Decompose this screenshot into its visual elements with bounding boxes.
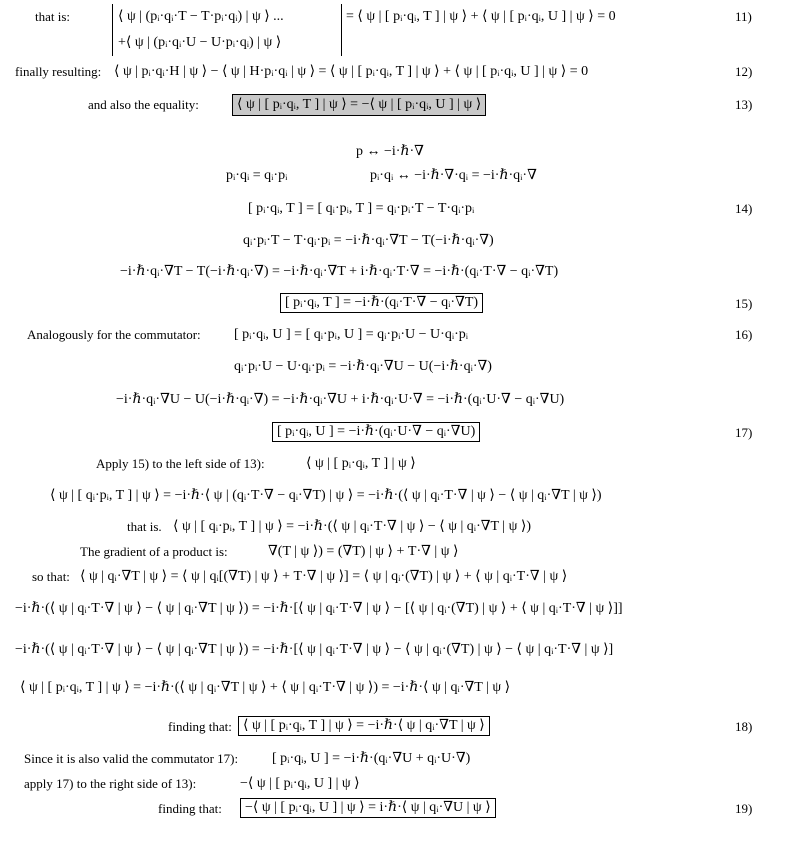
line-apply-17-label: apply 17) to the right side of 13):	[24, 776, 197, 791]
line-substitute-c: ⟨ ψ | [ pᵢ·qᵢ, T ] | ψ ⟩ = −i·ℏ·(⟨ ψ | qᵢ·∇T | ψ ⟩ + ⟨ ψ | qᵢ·T·∇ | ψ ⟩) = −i·ℏ·⟨ ψ | qᵢ·∇T | ψ ⟩	[20, 680, 511, 695]
line-substitute-a: −i·ℏ·(⟨ ψ | qᵢ·T·∇ | ψ ⟩ − ⟨ ψ | qᵢ·∇T | ψ ⟩) = −i·ℏ·[⟨ ψ | qᵢ·T·∇ | ψ ⟩ − [⟨ ψ | qᵢ·(∇T) | ψ ⟩ + ⟨ ψ | qᵢ·T·∇ | ψ ⟩]]	[15, 601, 623, 616]
line-16-eq: [ pᵢ·qᵢ, U ] = [ qᵢ·pᵢ, U ] = qᵢ·pᵢ·U − U·qᵢ·pᵢ	[234, 327, 469, 342]
line-14-expand: qᵢ·pᵢ·T − T·qᵢ·pᵢ = −i·ℏ·qᵢ·∇T − T(−i·ℏ·qᵢ·∇)	[243, 233, 494, 248]
line-15-eq-boxed: [ pᵢ·qᵢ, T ] = −i·ℏ·(qᵢ·T·∇ − qᵢ·∇T)	[280, 293, 483, 313]
line-gradient-label: The gradient of a product is:	[80, 544, 228, 559]
line-13-label: and also the equality:	[88, 97, 199, 112]
line-that-is-label: that is.	[127, 519, 162, 534]
equation-number-18: 18)	[735, 719, 753, 734]
line-apply-15-eq: ⟨ ψ | [ pᵢ·qᵢ, T ] | ψ ⟩	[306, 456, 416, 471]
line-14-eq: [ pᵢ·qᵢ, T ] = [ qᵢ·pᵢ, T ] = qᵢ·pᵢ·T − T·qᵢ·pᵢ	[248, 201, 475, 216]
line-19-label: finding that:	[158, 801, 222, 816]
line-momentum-operator: p ↔ −i·ℏ·∇	[356, 144, 424, 159]
equation-number-12: 12)	[735, 64, 753, 79]
equation-number-15: 15)	[735, 296, 753, 311]
line-18-label: finding that:	[168, 719, 232, 734]
line-substitute-b: −i·ℏ·(⟨ ψ | qᵢ·T·∇ | ψ ⟩ − ⟨ ψ | qᵢ·∇T | ψ ⟩) = −i·ℏ·[⟨ ψ | qᵢ·T·∇ | ψ ⟩ − ⟨ ψ | qᵢ·(∇T) | ψ ⟩ − ⟨ ψ | qᵢ·T·∇ | ψ ⟩]	[15, 642, 614, 657]
line-11-label: that is:	[35, 9, 71, 24]
line-commute-a: pᵢ·qᵢ = qᵢ·pᵢ	[226, 168, 288, 183]
line-11-eq-b: +⟨ ψ | (pᵢ·qᵢ·U − U·pᵢ·qᵢ) | ψ ⟩	[118, 35, 282, 50]
line-18-eq-boxed: ⟨ ψ | [ pᵢ·qᵢ, T ] | ψ ⟩ = −i·ℏ·⟨ ψ | qᵢ·∇T | ψ ⟩	[238, 716, 490, 736]
line-17-eq-boxed: [ pᵢ·qᵢ, U ] = −i·ℏ·(qᵢ·U·∇ − qᵢ·∇U)	[272, 422, 480, 442]
line-16-expand: qᵢ·pᵢ·U − U·qᵢ·pᵢ = −i·ℏ·qᵢ·∇U − U(−i·ℏ·qᵢ·∇)	[234, 359, 492, 374]
line-13-eq-highlight: ⟨ ψ | [ pᵢ·qᵢ, T ] | ψ ⟩ = −⟨ ψ | [ pᵢ·qᵢ, U ] | ψ ⟩	[232, 94, 486, 116]
equation-number-11: 11)	[735, 9, 752, 24]
line-11-eq-a: ⟨ ψ | (pᵢ·qᵢ·T − T·pᵢ·qᵢ) | ψ ⟩ ...	[118, 9, 284, 24]
line-12-label: finally resulting:	[15, 64, 102, 79]
line-gradient-eq: ∇(T | ψ ⟩) = (∇T) | ψ ⟩ + T·∇ | ψ ⟩	[268, 544, 459, 559]
line-so-that-eq: ⟨ ψ | qᵢ·∇T | ψ ⟩ = ⟨ ψ | qᵢ[(∇T) | ψ ⟩ + T·∇ | ψ ⟩] = ⟨ ψ | qᵢ·(∇T) | ψ ⟩ + ⟨ ψ | qᵢ·T·∇ | ψ ⟩	[80, 569, 568, 584]
equation-number-13: 13)	[735, 97, 753, 112]
equation-number-16: 16)	[735, 327, 753, 342]
line-so-that-label: so that:	[32, 569, 70, 584]
line-16-label: Analogously for the commutator:	[27, 327, 201, 342]
line-apply-15-label: Apply 15) to the left side of 13):	[96, 456, 265, 471]
line-14-simplify: −i·ℏ·qᵢ·∇T − T(−i·ℏ·qᵢ·∇) = −i·ℏ·qᵢ·∇T + i·ℏ·qᵢ·T·∇ = −i·ℏ·(qᵢ·T·∇ − qᵢ·∇T)	[120, 264, 559, 279]
line-apply-17-eq: −⟨ ψ | [ pᵢ·qᵢ, U ] | ψ ⟩	[240, 776, 360, 791]
equation-number-19: 19)	[735, 801, 753, 816]
equation-number-14: 14)	[735, 201, 753, 216]
line-commute-b: pᵢ·qᵢ ↔ −i·ℏ·∇·qᵢ = −i·ℏ·qᵢ·∇	[370, 168, 537, 183]
line-11-eq-rhs: = ⟨ ψ | [ pᵢ·qᵢ, T ] | ψ ⟩ + ⟨ ψ | [ pᵢ·qᵢ, U ] | ψ ⟩ = 0	[346, 9, 616, 24]
line-apply-15-expand: ⟨ ψ | [ qᵢ·pᵢ, T ] | ψ ⟩ = −i·ℏ·⟨ ψ | (qᵢ·T·∇ − qᵢ·∇T) | ψ ⟩ = −i·ℏ·(⟨ ψ | qᵢ·T·∇ | ψ ⟩ − ⟨ ψ | qᵢ·∇T | ψ ⟩)	[50, 488, 602, 503]
line-since-eq: [ pᵢ·qᵢ, U ] = −i·ℏ·(qᵢ·∇U + qᵢ·U·∇)	[272, 751, 471, 766]
line-12-eq: ⟨ ψ | pᵢ·qᵢ·H | ψ ⟩ − ⟨ ψ | H·pᵢ·qᵢ | ψ ⟩ = ⟨ ψ | [ pᵢ·qᵢ, T ] | ψ ⟩ + ⟨ ψ | [ pᵢ·qᵢ, U ] | ψ ⟩ = 0	[114, 64, 589, 79]
line-19-eq-boxed: −⟨ ψ | [ pᵢ·qᵢ, U ] | ψ ⟩ = i·ℏ·⟨ ψ | qᵢ·∇U | ψ ⟩	[240, 798, 496, 818]
equation-number-17: 17)	[735, 425, 753, 440]
line-that-is-eq: ⟨ ψ | [ qᵢ·pᵢ, T ] | ψ ⟩ = −i·ℏ·(⟨ ψ | qᵢ·T·∇ | ψ ⟩ − ⟨ ψ | qᵢ·∇T | ψ ⟩)	[173, 519, 531, 534]
line-16-simplify: −i·ℏ·qᵢ·∇U − U(−i·ℏ·qᵢ·∇) = −i·ℏ·qᵢ·∇U + i·ℏ·qᵢ·U·∇ = −i·ℏ·(qᵢ·U·∇ − qᵢ·∇U)	[116, 392, 565, 407]
line-since-label: Since it is also valid the commutator 17):	[24, 751, 239, 766]
